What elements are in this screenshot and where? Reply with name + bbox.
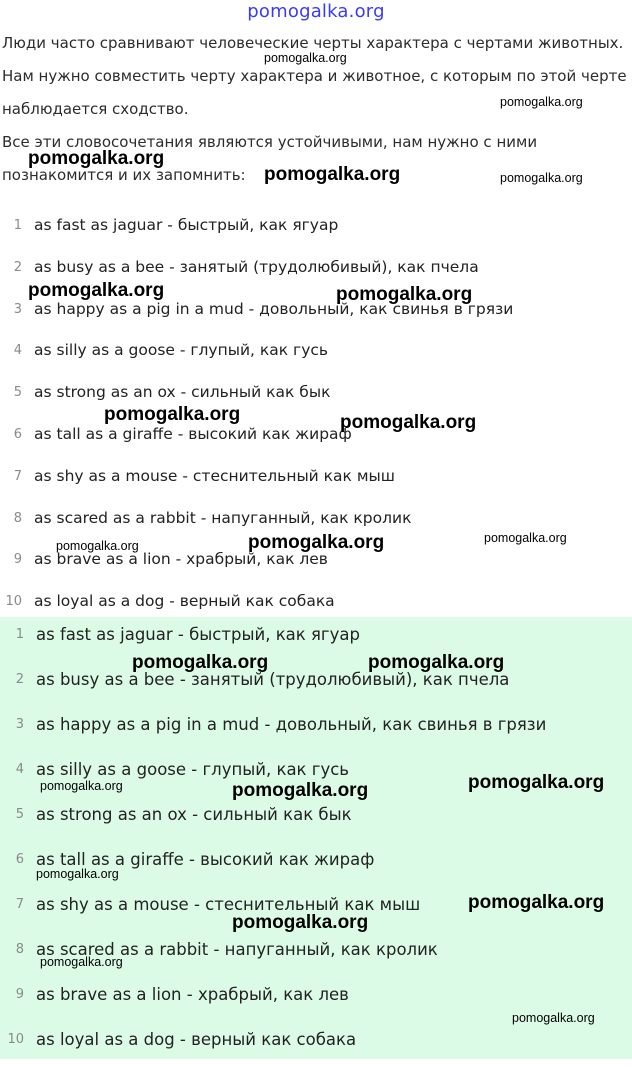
item-number: 2 bbox=[13, 259, 22, 275]
item-text: as happy as a pig in a mud - довольный, как свинья в грязи bbox=[34, 299, 514, 318]
item-number: 9 bbox=[13, 552, 22, 568]
watermark: pomogalka.org bbox=[368, 652, 505, 673]
watermark: pomogalka.org bbox=[340, 412, 477, 433]
watermark: pomogalka.org bbox=[28, 148, 165, 169]
watermark: pomogalka.org bbox=[56, 539, 139, 553]
watermark: pomogalka.org bbox=[264, 164, 401, 185]
watermark: pomogalka.org bbox=[40, 955, 123, 969]
phrase-list-bottom bbox=[0, 617, 632, 1067]
list-item bbox=[0, 330, 632, 372]
item-text: as fast as jaguar - быстрый, как ягуар bbox=[36, 625, 360, 644]
item-number: 10 bbox=[5, 594, 22, 610]
item-text: as scared as a rabbit - напуганный, как кролик bbox=[36, 940, 438, 959]
item-text: as loyal as a dog - верный как собака bbox=[36, 1030, 357, 1049]
item-text: as tall as a giraffe - высокий как жираф bbox=[36, 850, 375, 869]
list-item bbox=[0, 707, 632, 752]
watermark: pomogalka.org bbox=[232, 780, 369, 801]
item-number: 6 bbox=[15, 852, 24, 867]
watermark: pomogalka.org bbox=[468, 892, 605, 913]
watermark: pomogalka.org bbox=[36, 867, 119, 881]
item-text: as tall as a giraffe - высокий как жираф bbox=[34, 424, 352, 443]
item-number: 4 bbox=[15, 762, 24, 777]
item-text: as strong as an ox - сильный как бык bbox=[36, 805, 352, 824]
item-text: as shy as a mouse - стеснительный как мыш bbox=[34, 466, 395, 485]
answer-panel bbox=[0, 617, 632, 1059]
list-item bbox=[0, 662, 632, 707]
item-number: 5 bbox=[15, 807, 24, 822]
list-item bbox=[0, 797, 632, 842]
watermark: pomogalka.org bbox=[512, 1011, 595, 1025]
list-item bbox=[0, 1022, 632, 1067]
intro-line-4: Все эти словосочетания являются устойчивыми, нам нужно с ними bbox=[2, 133, 538, 151]
intro-line-2: Нам нужно совместить черту характера и животное, с которым по этой черте bbox=[2, 67, 627, 85]
item-text: as shy as a mouse - стеснительный как мыш bbox=[36, 895, 421, 914]
intro-line-1: Люди часто сравнивают человеческие черты характера с чертами животных. bbox=[2, 34, 624, 52]
watermark: pomogalka.org bbox=[500, 171, 583, 185]
item-number: 7 bbox=[13, 468, 22, 484]
item-number: 10 bbox=[7, 1032, 24, 1047]
item-number: 3 bbox=[15, 717, 24, 732]
list-item bbox=[0, 372, 632, 414]
watermark: pomogalka.org bbox=[468, 772, 605, 793]
item-number: 7 bbox=[15, 897, 24, 912]
item-text: as brave as a lion - храбрый, как лев bbox=[34, 550, 328, 569]
watermark: pomogalka.org bbox=[484, 531, 567, 545]
watermark: pomogalka.org bbox=[232, 912, 369, 933]
item-number: 6 bbox=[13, 426, 22, 442]
item-number: 2 bbox=[15, 672, 24, 687]
list-item bbox=[0, 617, 632, 662]
list-item bbox=[0, 205, 632, 247]
item-number: 8 bbox=[15, 942, 24, 957]
intro-line-5: познакомится и их запомнить: bbox=[2, 166, 246, 184]
item-text: as fast as jaguar - быстрый, как ягуар bbox=[34, 216, 339, 234]
item-text: as scared as a rabbit - напуганный, как кролик bbox=[34, 508, 412, 527]
item-text: as loyal as a dog - верный как собака bbox=[34, 592, 335, 611]
watermark: pomogalka.org bbox=[132, 652, 269, 673]
watermark: pomogalka.org bbox=[264, 51, 347, 65]
item-text: as busy as a bee - занятый (трудолюбивый), как пчела bbox=[34, 257, 479, 276]
phrase-list-top bbox=[0, 205, 632, 623]
item-number: 1 bbox=[15, 627, 24, 642]
list-item bbox=[0, 414, 632, 456]
list-item bbox=[0, 456, 632, 498]
item-number: 8 bbox=[13, 510, 22, 526]
item-text: as busy as a bee - занятый (трудолюбивый), как пчела bbox=[36, 670, 510, 689]
watermark: pomogalka.org bbox=[336, 284, 473, 305]
item-text: as brave as a lion - храбрый, как лев bbox=[36, 985, 349, 1004]
item-number: 9 bbox=[15, 987, 24, 1002]
intro-line-3: наблюдается сходство. bbox=[2, 100, 189, 118]
watermark: pomogalka.org bbox=[500, 95, 583, 109]
item-text: as happy as a pig in a mud - довольный, как свинья в грязи bbox=[36, 715, 547, 734]
item-number: 4 bbox=[13, 343, 22, 359]
item-number: 3 bbox=[13, 301, 22, 317]
item-text: as strong as an ox - сильный как бык bbox=[34, 383, 331, 402]
watermark: pomogalka.org bbox=[40, 779, 123, 793]
watermark: pomogalka.org bbox=[248, 532, 385, 553]
site-logo: pomogalka.org bbox=[247, 1, 385, 22]
watermark: pomogalka.org bbox=[28, 280, 165, 301]
item-text: as silly as a goose - глупый, как гусь bbox=[34, 341, 329, 360]
item-number: 1 bbox=[13, 218, 22, 233]
watermark: pomogalka.org bbox=[104, 404, 241, 425]
item-number: 5 bbox=[13, 385, 22, 401]
item-text: as silly as a goose - глупый, как гусь bbox=[36, 760, 350, 779]
